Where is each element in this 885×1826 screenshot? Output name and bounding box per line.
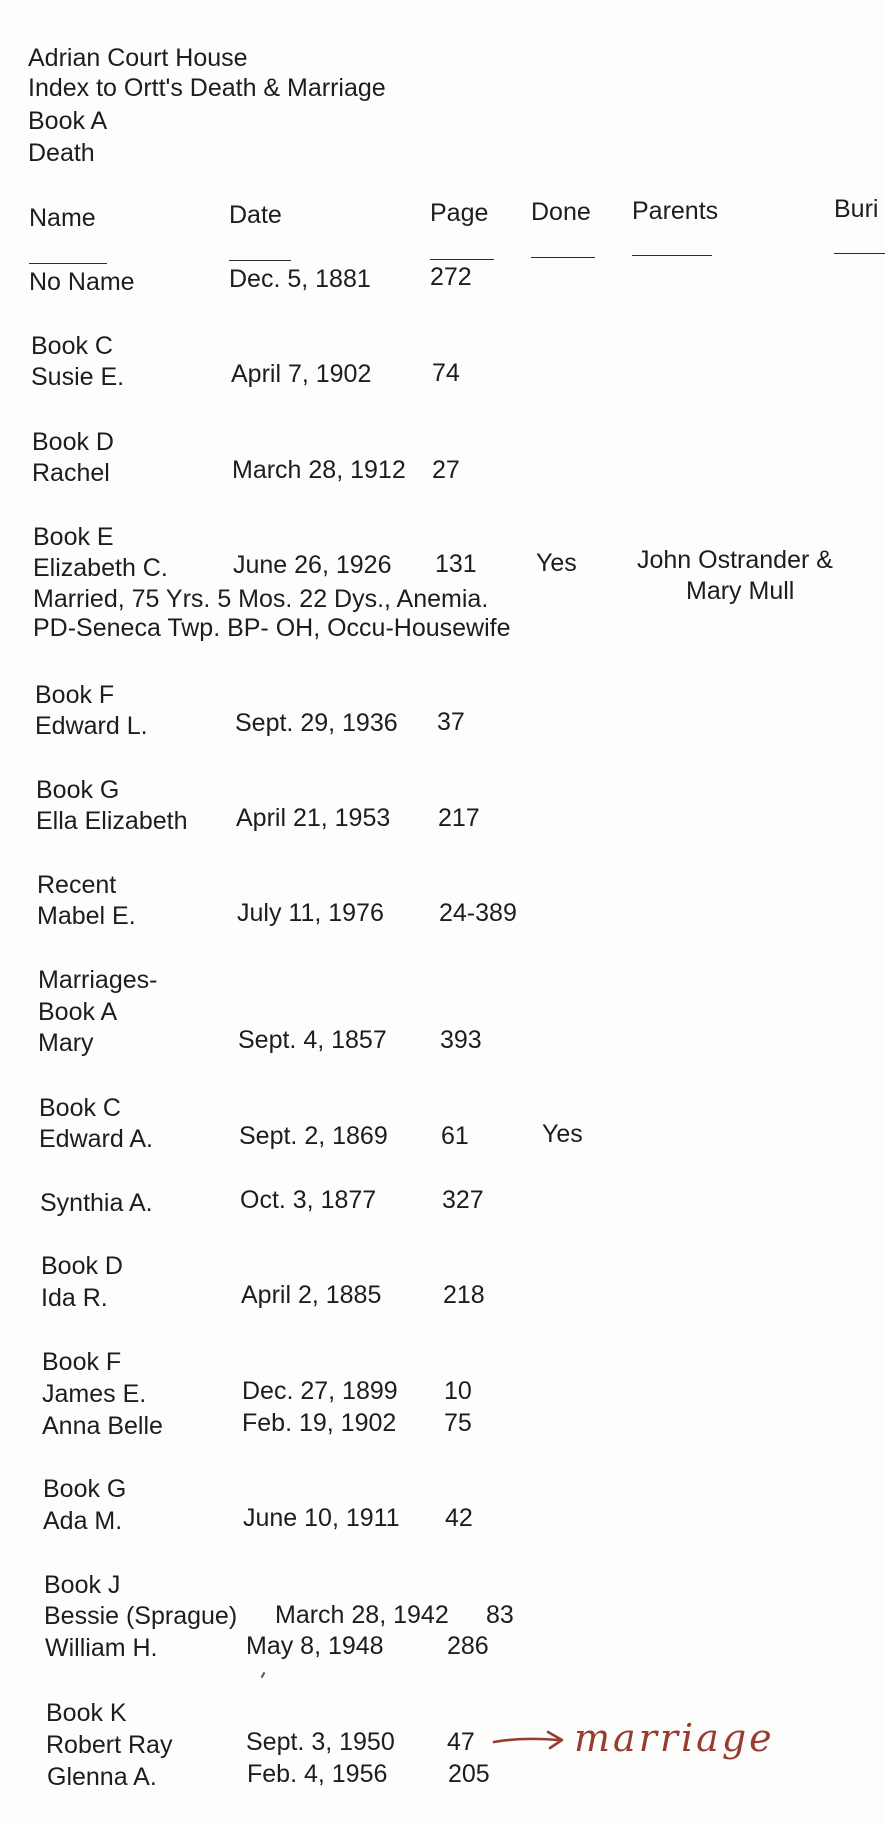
book-heading: Book G [36,776,120,804]
book-heading: Book E [33,523,114,551]
entry-page: 47 [447,1728,475,1756]
column-done: Done [531,198,591,226]
entry-page: 37 [437,708,465,736]
underline [29,263,107,264]
entry-date: April 7, 1902 [231,360,372,388]
entry-name: Ada M. [43,1507,123,1535]
entry-page: 327 [442,1186,484,1214]
entry-page: 10 [444,1377,472,1405]
entry-date: July 11, 1976 [237,899,384,927]
entry-page: 218 [443,1281,485,1309]
underline [531,257,595,258]
entry-date: Feb. 19, 1902 [242,1409,397,1437]
entry-page: 75 [444,1409,472,1437]
entry-date: Oct. 3, 1877 [240,1186,377,1214]
entry-name: Anna Belle [42,1412,163,1440]
entry-date: March 28, 1942 [275,1601,449,1629]
ink-mark [261,1672,266,1678]
entry-name: Mary [38,1029,94,1057]
entry-name: Robert Ray [46,1731,173,1759]
entry-name: Susie E. [31,363,125,391]
entry-name: Rachel [32,459,110,487]
entry-date: June 10, 1911 [243,1504,400,1532]
entry-page: 217 [438,804,480,832]
entry-date: April 21, 1953 [236,804,391,832]
entry-name: Edward L. [35,712,148,740]
underline [834,253,885,254]
entry-page: 61 [441,1122,469,1150]
column-parents: Parents [632,197,719,225]
entry-page: 83 [486,1601,514,1629]
header-line-2: Index to Ortt's Death & Marriage [28,74,386,102]
section-heading: Marriages- [38,966,158,994]
column-date: Date [229,201,282,229]
book-heading: Recent [37,871,117,899]
entry-name: Mabel E. [37,902,136,930]
entry-name: Elizabeth C. [33,554,168,582]
underline [229,260,291,261]
book-heading: Book D [41,1252,123,1280]
column-burial: Buri [834,195,879,223]
underline [632,255,712,256]
entry-name: William H. [45,1634,158,1662]
entry-name: No Name [29,268,135,296]
entry-page: 286 [447,1632,489,1660]
entry-page: 27 [432,456,460,484]
entry-page: 272 [430,263,472,291]
entry-name: Bessie (Sprague) [44,1602,238,1630]
entry-date: March 28, 1912 [232,456,406,484]
entry-page: 24-389 [439,899,517,927]
entry-name: Glenna A. [47,1763,157,1791]
handwritten-note: marriage [574,1716,775,1760]
entry-name: Edward A. [39,1125,153,1153]
entry-date: Sept. 29, 1936 [235,709,398,737]
book-heading: Book K [46,1699,127,1727]
header-line-3: Book A [28,107,108,135]
column-name: Name [29,204,96,232]
entry-note: PD-Seneca Twp. BP- OH, Occu-Housewife [33,614,511,642]
book-heading: Book F [42,1348,122,1376]
entry-name: James E. [42,1380,147,1408]
entry-name: Ella Elizabeth [36,807,188,835]
arrow-icon [492,1728,572,1752]
underline [430,259,494,260]
entry-parents: John Ostrander & [637,546,833,574]
entry-date: Feb. 4, 1956 [247,1760,388,1788]
entry-done: Yes [536,549,577,577]
entry-note: Married, 75 Yrs. 5 Mos. 22 Dys., Anemia. [33,585,489,613]
header-line-4: Death [28,139,95,167]
entry-date: Sept. 4, 1857 [238,1026,387,1054]
book-heading: Book C [31,332,113,360]
entry-name: Synthia A. [40,1189,153,1217]
entry-page: 74 [432,359,460,387]
entry-done: Yes [542,1120,583,1148]
column-page: Page [430,199,489,227]
entry-parents: Mary Mull [686,577,795,605]
book-heading: Book J [44,1571,121,1599]
entry-page: 205 [448,1760,490,1788]
entry-date: Sept. 2, 1869 [239,1122,388,1150]
entry-date: May 8, 1948 [246,1632,384,1660]
book-heading: Book G [43,1475,127,1503]
book-heading: Book D [32,428,114,456]
entry-page: 42 [445,1504,473,1532]
book-heading: Book F [35,681,115,709]
book-heading: Book A [38,998,118,1026]
entry-page: 393 [440,1026,482,1054]
entry-date: April 2, 1885 [241,1281,382,1309]
header-line-1: Adrian Court House [28,44,248,72]
entry-page: 131 [435,550,477,578]
entry-date: June 26, 1926 [233,551,392,579]
entry-date: Dec. 27, 1899 [242,1377,398,1405]
entry-date: Dec. 5, 1881 [229,265,371,293]
entry-name: Ida R. [41,1284,108,1312]
book-heading: Book C [39,1094,121,1122]
entry-date: Sept. 3, 1950 [246,1728,395,1756]
